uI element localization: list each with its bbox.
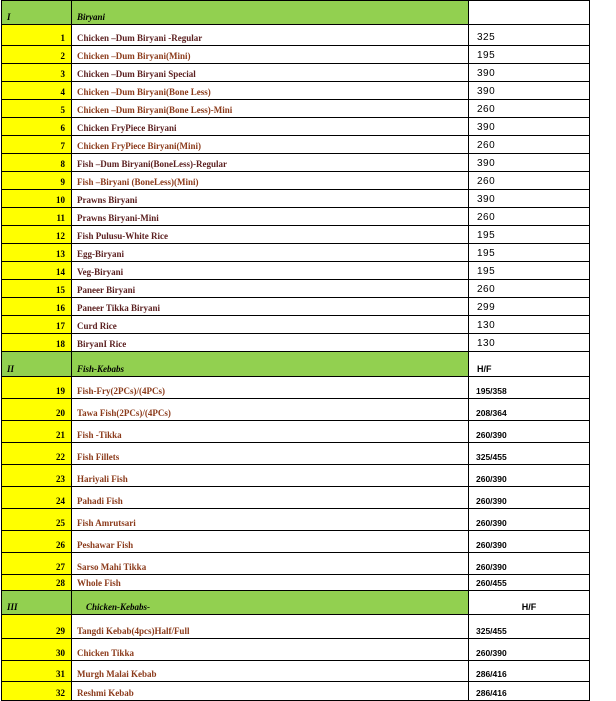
item-number: 8 [1,153,72,172]
menu-item-row [1,171,590,190]
menu-item-row [1,681,590,701]
item-price: 260 [468,207,590,226]
item-price: 195 [468,243,590,262]
item-name: Pahadi Fish [71,486,469,509]
item-number: 2 [1,45,72,64]
item-price: 390 [468,81,590,100]
menu-item-row [1,638,590,661]
item-name: Chicken –Dum Biryani(Bone Less) [71,81,469,100]
item-price: 299 [468,297,590,316]
item-name: Chicken –Dum Biryani(Mini) [71,45,469,64]
menu-item-row [1,442,590,465]
item-number: 22 [1,442,72,465]
section-numeral: I [1,0,72,25]
item-name: Sarso Mahi Tikka [71,552,469,575]
item-price: 260/390 [468,530,590,553]
item-number: 6 [1,117,72,136]
item-number: 19 [1,376,72,399]
menu-item-row [1,333,590,352]
menu-item-row [1,614,590,639]
item-number: 28 [1,574,72,591]
menu-item-row [1,99,590,118]
item-price: 260 [468,171,590,190]
item-name: Veg-Biryani [71,261,469,280]
item-price: 390 [468,189,590,208]
menu-item-row [1,574,590,591]
item-price: 130 [468,333,590,352]
item-number: 10 [1,189,72,208]
menu-item-row [1,552,590,575]
item-name: Fish Amrutsari [71,508,469,531]
price-header [468,0,590,25]
item-name: Chicken Tikka [71,638,469,661]
item-price: 260/390 [468,638,590,661]
item-number: 3 [1,63,72,82]
item-number: 30 [1,638,72,661]
item-name: Murgh Malai Kebab [71,660,469,682]
item-price: 260/390 [468,508,590,531]
item-name: Tangdi Kebab(4pcs)Half/Full [71,614,469,639]
menu-item-row [1,45,590,64]
item-name: Peshawar Fish [71,530,469,553]
item-name: Fish -Tikka [71,420,469,443]
item-number: 16 [1,297,72,316]
item-price: 325/455 [468,614,590,639]
item-number: 27 [1,552,72,575]
menu-item-row [1,420,590,443]
menu-item-row [1,508,590,531]
section-title: Biryani [71,0,469,25]
section-header-2 [1,351,590,377]
item-number: 18 [1,333,72,352]
item-number: 9 [1,171,72,190]
item-name: Tawa Fish(2PCs)/(4PCs) [71,398,469,421]
item-name: Chicken FryPiece Biryani(Mini) [71,135,469,154]
item-number: 32 [1,681,72,701]
item-name: Chicken FryPiece Biryani [71,117,469,136]
item-number: 14 [1,261,72,280]
item-name: Paneer Biryani [71,279,469,298]
menu-item-row [1,153,590,172]
item-number: 13 [1,243,72,262]
menu-item-row [1,63,590,82]
menu-item-row [1,660,590,682]
menu-item-row [1,81,590,100]
item-name: BiryanI Rice [71,333,469,352]
item-price: 260/390 [468,486,590,509]
item-number: 20 [1,398,72,421]
menu-item-row [1,189,590,208]
item-number: 4 [1,81,72,100]
item-price: 260/390 [468,420,590,443]
menu-item-row [1,530,590,553]
item-name: Chicken –Dum Biryani Special [71,63,469,82]
item-price: 325/455 [468,442,590,465]
item-number: 29 [1,614,72,639]
menu-item-row [1,486,590,509]
item-name: Hariyali Fish [71,464,469,487]
item-number: 21 [1,420,72,443]
item-price: 390 [468,63,590,82]
menu-item-row [1,376,590,399]
item-price: 195 [468,45,590,64]
item-price: 260 [468,135,590,154]
item-name: Whole Fish [71,574,469,591]
item-number: 1 [1,24,72,46]
item-number: 17 [1,315,72,334]
section-header-1 [1,0,590,25]
menu-item-row [1,117,590,136]
item-name: Prawns Biryani [71,189,469,208]
item-price: 260/455 [468,574,590,591]
item-name: Fish Fillets [71,442,469,465]
menu-item-row [1,398,590,421]
item-price: 260 [468,99,590,118]
item-name: Chicken –Dum Biryani(Bone Less)-Mini [71,99,469,118]
item-number: 15 [1,279,72,298]
item-name: Paneer Tikka Biryani [71,297,469,316]
menu-item-row [1,225,590,244]
item-price: 260 [468,279,590,298]
item-price: 195/358 [468,376,590,399]
item-price: 286/416 [468,660,590,682]
item-price: 390 [468,153,590,172]
item-name: Fish-Fry(2PCs)/(4PCs) [71,376,469,399]
item-number: 12 [1,225,72,244]
item-number: 25 [1,508,72,531]
item-number: 7 [1,135,72,154]
menu-item-row [1,297,590,316]
item-price: 260/390 [468,464,590,487]
menu-item-row [1,464,590,487]
menu-item-row [1,261,590,280]
item-number: 31 [1,660,72,682]
item-number: 23 [1,464,72,487]
item-number: 11 [1,207,72,226]
section-numeral: II [1,351,72,377]
item-name: Prawns Biryani-Mini [71,207,469,226]
menu-item-row [1,243,590,262]
item-number: 24 [1,486,72,509]
menu-item-row [1,315,590,334]
item-number: 26 [1,530,72,553]
menu-item-row [1,279,590,298]
section-header-3 [1,590,590,615]
menu-item-row [1,24,590,46]
item-name: Fish –Dum Biryani(BoneLess)-Regular [71,153,469,172]
item-price: 195 [468,225,590,244]
item-number: 5 [1,99,72,118]
menu-item-row [1,207,590,226]
item-price: 260/390 [468,552,590,575]
item-name: Curd Rice [71,315,469,334]
price-header: H/F [468,590,590,615]
item-name: Fish Pulusu-White Rice [71,225,469,244]
item-price: 390 [468,117,590,136]
item-price: 286/416 [468,681,590,701]
item-price: 325 [468,24,590,46]
item-name: Egg-Biryani [71,243,469,262]
item-name: Fish –Biryani (BoneLess)(Mini) [71,171,469,190]
item-price: 208/364 [468,398,590,421]
section-numeral: III [1,590,72,615]
item-price: 130 [468,315,590,334]
item-name: Reshmi Kebab [71,681,469,701]
section-title: Chicken-Kebabs- [71,590,469,615]
item-name: Chicken –Dum Biryani -Regular [71,24,469,46]
section-title: Fish-Kebabs [71,351,469,377]
item-price: 195 [468,261,590,280]
menu-item-row [1,135,590,154]
price-header: H/F [468,351,590,377]
